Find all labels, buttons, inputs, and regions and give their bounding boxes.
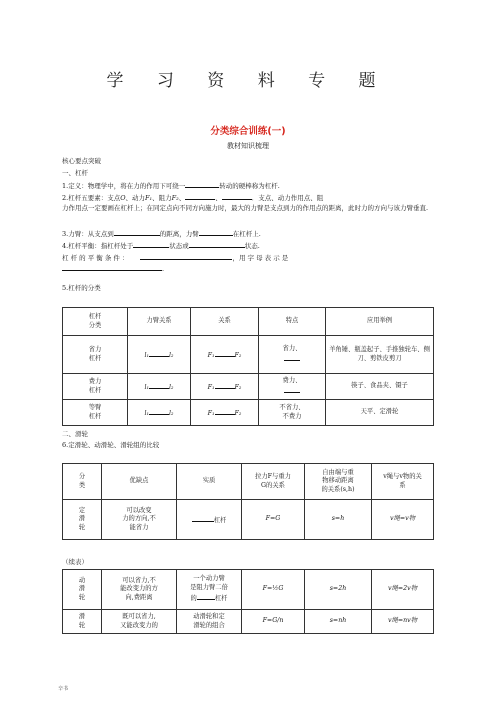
header-cell: 自由端与重 物移动距离 的关系(s,h): [305, 464, 372, 500]
feature-cell: 省力、: [259, 336, 326, 374]
table-row: [63, 500, 434, 540]
force-relation-cell: F₁ F₂: [191, 400, 259, 426]
section-lever-heading: 一、杠杆: [62, 169, 88, 177]
force-cell: F=G: [242, 500, 305, 540]
blank: [140, 252, 232, 260]
table-header-row: [63, 464, 434, 500]
table-row: [63, 374, 434, 400]
pros-cons-cell: 可以省力,不 能改变力的方 向,费距离: [102, 570, 177, 610]
force-cell: F=½G: [242, 570, 305, 610]
blank: [62, 263, 162, 271]
header-cell: 关系: [191, 308, 259, 336]
essence-cell: 一个动力臂 是阻力臂二倍 的 杠杆: [177, 570, 242, 610]
category-cell: 定 滑 轮: [63, 500, 102, 540]
lever-classification-heading: 5.杠杆的分类: [62, 284, 101, 292]
blank: [222, 192, 252, 200]
header-cell: 力臂关系: [128, 308, 191, 336]
table-header-row: [63, 308, 434, 336]
force-relation-cell: F₁ F₂: [191, 374, 259, 400]
distance-cell: s=h: [305, 500, 372, 540]
force-relation-cell: F₁ F₂: [191, 336, 259, 374]
force-cell: F=G/n: [242, 610, 305, 634]
category-cell: 等臂 杠杆: [63, 400, 128, 426]
feature-cell: 不省力、 不费力: [259, 400, 326, 426]
blank: [199, 228, 233, 236]
header-cell: 拉力F与重力 G的关系: [242, 464, 305, 500]
blank: [189, 240, 245, 248]
continued-label: （续表）: [62, 558, 88, 566]
balance-line: 4.杠杆平衡：指杠杆处于 状态或 状态.: [62, 242, 260, 250]
example-cell: 天平、定滑轮: [326, 400, 434, 426]
speed-cell: v绳=v物: [372, 500, 434, 540]
pulley-comparison-table-continued: [62, 569, 434, 634]
balance-condition-continuation: .: [62, 263, 434, 274]
distance-cell: s=nh: [305, 610, 372, 634]
distance-cell: s=2h: [305, 570, 372, 610]
document-subtitle: 教材知识梳理: [227, 142, 269, 150]
example-cell: 羊角锤、瓶盖起子、手推独轮车、侧刀、剪铁皮剪刀: [326, 336, 434, 374]
header-cell: 优缺点: [102, 464, 177, 500]
blank: [185, 180, 219, 188]
header-cell: 实质: [177, 464, 242, 500]
header-cell: 分 类: [63, 464, 102, 500]
arm-line: 3.力臂：从支点到 的距离，力臂 在杠杆上.: [62, 230, 261, 238]
category-cell: 费力 杠杆: [63, 374, 128, 400]
arm-relation-cell: l₁ l₂: [128, 400, 191, 426]
header-cell: 杠杆 分类: [63, 308, 128, 336]
pros-cons-cell: 既可以省力, 又能改变力的: [102, 610, 177, 634]
section-pulley-heading: 二、滑轮: [62, 430, 88, 438]
table-row: [63, 610, 434, 634]
blank: [114, 228, 160, 236]
essence-cell: 动滑轮和定 滑轮的组合: [177, 610, 242, 634]
category-cell: 省力 杠杆: [63, 336, 128, 374]
page-header-title: 学 习 资 料 专 题: [106, 71, 390, 91]
five-elements-line: 2.杠杆五要素：支点O、动力F₁、阻力F₂、 、 ．支点、动力作用点、阻: [62, 194, 324, 202]
speed-cell: v绳=2v物: [372, 570, 434, 610]
table-row: [63, 336, 434, 374]
balance-condition-line: 杠 杆 的 平 衡 条 件 ： ，用 字 母 表 示 是: [62, 254, 289, 262]
document-title: 分类综合训练(一): [210, 126, 286, 137]
five-elements-continuation: 力作用点一定要画在杠杆上；在同定点向不同方向施力时，最大的力臂是支点到力的作用点的距离，此时力的方向与该力臂垂直.: [62, 204, 429, 212]
blank: [185, 192, 215, 200]
definition-line: 1.定义：物理学中，将在力的作用下可绕一 转动的硬棒称为杠杆.: [62, 182, 280, 190]
header-cell: v绳与v物的关 系: [372, 464, 434, 500]
section-core: 核心要点突破: [62, 157, 101, 165]
table-row: [63, 570, 434, 610]
arm-relation-cell: l₁ l₂: [128, 336, 191, 374]
example-cell: 筷子、食品夹、镊子: [326, 374, 434, 400]
category-cell: 动 滑 轮: [63, 570, 102, 610]
arm-relation-cell: l₁ l₂: [128, 374, 191, 400]
page-footer: 辛书: [58, 686, 69, 692]
table-row: [63, 400, 434, 426]
category-cell: 滑 轮: [63, 610, 102, 634]
essence-cell: 杠杆: [177, 500, 242, 540]
pulley-comparison-table: [62, 463, 434, 540]
speed-cell: v绳=nv物: [372, 610, 434, 634]
feature-cell: 费力、: [259, 374, 326, 400]
header-cell: 特点: [259, 308, 326, 336]
pros-cons-cell: 可以改变 力的方向,不 能省力: [102, 500, 177, 540]
pulley-comparison-heading: 6.定滑轮、动滑轮、滑轮组的比较: [62, 441, 160, 449]
lever-classification-table: [62, 307, 434, 426]
header-cell: 应用举例: [326, 308, 434, 336]
blank: [133, 240, 169, 248]
